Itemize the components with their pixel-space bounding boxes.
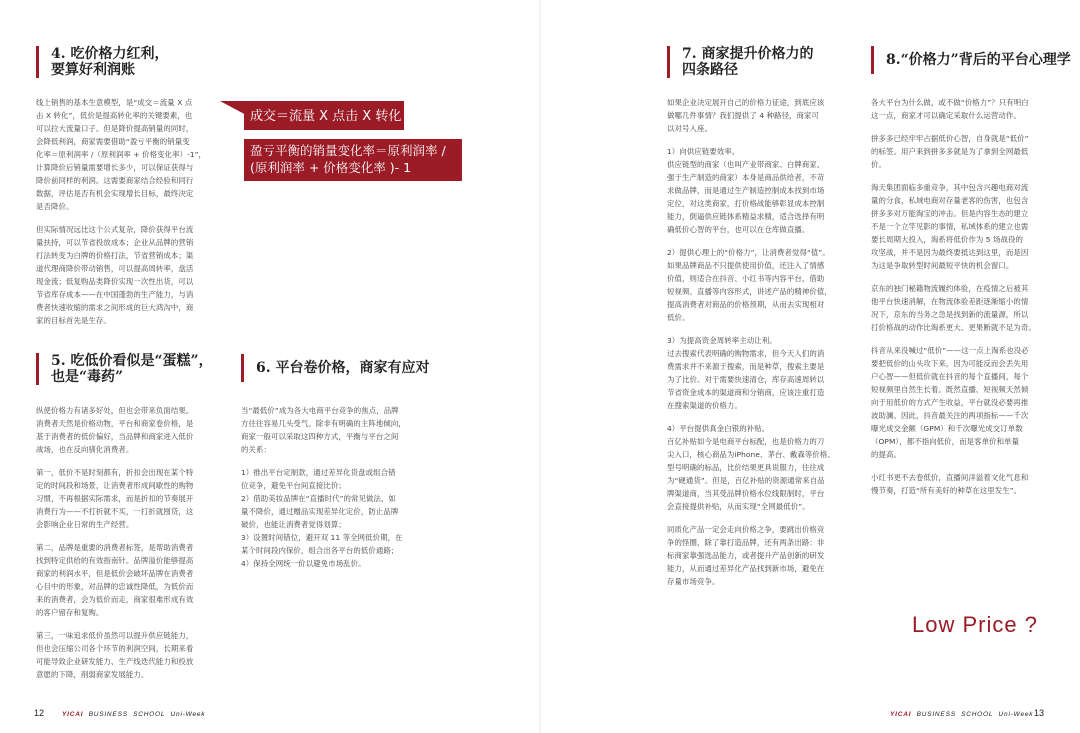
footer-word: YICAI: [62, 711, 84, 718]
footer-word: BUSINESS: [88, 711, 128, 718]
paragraph: 2）提供心理上的“价格力”，让消费者觉得“值”。 如果品牌商品不只提供使用价值，还注入了情感 价值，则适合在抖音、小红书等内容平台，借助 短视频、直播等内容形式，讲述产品的精神价值， 提高消费者对商品的价格预期，从而去实现相对 低价。: [667, 248, 832, 322]
footer-word: Uni-Week: [170, 711, 206, 718]
paragraph: 淘天集团面临多重竞争，其中包含兴趣电商对流 量的分食，私域电商对存量老客的伤害，也包含 拼多多对万能淘宝的冲击。但是内容生态的建立 不是一个立竿见影的事情，私域体系的建立也需 要长周期大投入，淘系将低价作为 5 场战役的 攻坚战，并不是因为最终要抵达到这里，而是因 为这是争取转型时间最短平快的机会窗口。: [871, 183, 1029, 270]
paragraph: 3）为提高资金周转率主动让利。 过去搜索代表明确的购物需求，但今天人们的消 费需求并不来源于搜索，而是种草，搜索主要是 为了比价。对于需要快速清仓，库存高速周转以 节省资金成本的渠道商和分销商，应该注重打造 在搜索渠道的价格力。: [667, 336, 825, 410]
paragraph: 当“最低价”成为各大电商平台竞争的焦点，品牌 方往往容易几头受气。除非有明确的主阵地倾向， 商家一般可以采取这四种方式，平衡与平台之间 的关系：: [241, 406, 406, 454]
footer-word: YICAI: [890, 711, 912, 718]
paragraph: 4）平台提供真金白银的补贴。 百亿补贴如今是电商平台标配，也是价格力的刀 尖入口，核心商品为iPhone、茅台、戴森等价格、 型号明确的标品，比价结果更具说服力，往往成 为“硬通货”。但是，百亿补贴的资源通常来自品 牌渠道商，当其受品牌价格水位线限制时，平台 会直接提供补贴，从而实现“全网最低价”。: [667, 424, 835, 511]
footer-left: [62, 711, 205, 718]
section-6-body: [241, 404, 421, 580]
formula-banner-2-line1: 盈亏平衡的销量变化率＝原利润率 /: [250, 143, 446, 158]
section-4-title-line2: 要算好利润账: [51, 62, 135, 78]
paragraph: 同质化产品一定会走向价格之争，要跳出价格竞 争的怪圈，除了靠打造品牌，还有两条出路：非 标商家靠强选品能力，或者提升产品创新的研发 能力，从而通过差异化产品找到新市场，避免在 存量市场竞争。: [667, 525, 825, 586]
paragraph: 京东的独门秘籍物流履约体验，在疫情之后被其 他平台快速消解，在物流体验差距逐渐缩小的情 况下，京东的当务之急是找到新的流量源，所以 打价格战的动作比淘系更大、更果断就不足为奇。: [871, 284, 1036, 332]
paragraph: 拼多多已经牢牢占据低价心智，自身就是“低价” 的标签。用户来到拼多多就是为了拿到全网最低 价。: [871, 134, 1029, 169]
section-7-title: [667, 46, 814, 78]
paragraph: 1）推出平台定制款，通过差异化货盘或组合错 位竞争，避免平台间直接比价； 2）借助美妆品牌在“直播时代”的常见做法，如 量不降价，通过赠品实现差异化定价，防止品牌 破价，也能让消费者觉得划算； 3）设置时间错位，避开双 11 等全网低价期，在 某个时间段内保价，组合出各平台的低价通路； 4）保持全网统一价以避免市场乱价。: [241, 468, 403, 568]
paragraph: 第三，一味追求低价虽然可以提升供应链能力， 但也会压缩公司各个环节的利润空间，长期来看 可能导致企业研发能力、生产线迭代能力和投放 意愿的下降，削弱商家发展能力。: [36, 631, 194, 679]
section-7-body: [667, 96, 847, 598]
section-6-title: [241, 354, 430, 382]
section-4-body: [36, 96, 216, 337]
section-7-title-line2: 四条路径: [682, 62, 738, 78]
low-price-heading: Low Price ?: [912, 612, 1038, 637]
formula-banner-1: [244, 101, 404, 130]
footer-word: BUSINESS: [916, 711, 956, 718]
footer-word: SCHOOL: [133, 711, 166, 718]
paragraph: 第一，低价不是时刻都有，折扣会出现在某个特 定的时间段和场景，让消费者形成间歇性的购物 习惯，不再根据实际需求，而是折扣的节奏展开 消费行为——不打折就不买，一打折就囤货，这 会影响企业日常的生产经营。: [36, 468, 194, 529]
footer-word: SCHOOL: [961, 711, 994, 718]
paragraph: 各大平台为什么做，或不做“价格力”？只有明白 这一点，商家才可以确定采取什么运营动作。: [871, 98, 1029, 120]
paragraph: 抖音从来没喊过“低价”——这一点上淘系也没必 要把低价的山头攻下来，因为可能反而会丢失用 户心智——但低价就在抖音的每个直播间，每个 短视频里自然生长着。既然直播、短视频天然倾 向于用低价的方式产生收益，平台就没必要再推 波助澜。因此，抖音最关注的两项指标——千次 曝光成交金额（GPM）和千次曝光成交订单数 （OPM），都不指向低价，而是客单价和单量 的提高。: [871, 346, 1029, 459]
section-8-title-line1: 8.“价格力”背后的平台心理学: [886, 52, 1071, 68]
section-6-title-line1: 6. 平台卷价格，商家有应对: [256, 360, 430, 376]
page-number-left: 12: [34, 708, 45, 718]
section-5-title-line2: 也是“毒药”: [51, 369, 124, 385]
section-4-title-line1: 4. 吃价格力红利，: [51, 46, 169, 62]
page-gutter: [539, 0, 541, 733]
section-5-title: [36, 353, 213, 385]
paragraph: 1）向供应链要效率。 供应链型的商家（也叫产业带商家、白牌商家、 强于生产制造的商家）本身是商品供给者，不苛 求做品牌，而是通过生产制造控制成本找到市场 定位，对这类商家，打价格战能够彰显成本控制 能力，倒逼供应链体系精益求精，适合选择有明 确低价心智的平台，也可以在仓库做直播。: [667, 147, 825, 234]
footer-word: Uni-Week: [998, 711, 1034, 718]
formula-banner-1-text: 成交＝流量 X 点击 X 转化: [250, 109, 402, 124]
formula-banner-2: [244, 139, 462, 181]
section-8-title: [871, 46, 1071, 74]
section-5-title-line1: 5. 吃低价看似是“蛋糕”，: [51, 353, 213, 369]
section-8-body: [871, 96, 1051, 507]
section-4-title: [36, 46, 169, 78]
section-7-title-line1: 7. 商家提升价格力的: [682, 46, 814, 62]
paragraph: 纵使价格力有诸多好处，但也会带来负面结果。 消费者天然是价格动物，平台和商家卷价格，是 基于消费者的低价偏好，当品牌和商家进入低价 战场，也在反向驯化消费者。: [36, 406, 194, 454]
paragraph: 小红书更不去卷低价，直播间洋溢着文化气息和 慢节奏，打造“所有美好的种草在这里发生”。: [871, 473, 1029, 495]
page-number-right: 13: [1034, 708, 1045, 718]
paragraph: 如果企业决定展开自己的价格力征途，到底应该 做哪几件事情？我们提供了 4 种路径，商家可 以对号入座。: [667, 98, 825, 133]
paragraph: 线上销售的基本生意模型，是“成交＝流量 X 点 击 X 转化”，低价是提高转化率的关键要素，也 可以拉大流量口子。但是降价提高销量的同时， 会降低利润，商家需要借助“盈亏平衡的销量变 化率＝原利润率 /（原利润率 + 价格变化率）-1”， 计算降价后销量需要增长多少，可以保证获得与 降价前同样的利润。这需要商家结合经验和同行 数据，评估是否有机会实现增长目标，最终决定 是否降价。: [36, 98, 207, 211]
footer-right: [890, 711, 1033, 718]
formula-banner-2-line2: (原利润率 + 价格变化率 )- 1: [250, 160, 412, 175]
paragraph: 第二，品牌是重要的消费者标签，是帮助消费者 找到特定供给的有效指南针。品牌溢价能够提高 商家的利润水平，但是低价会破坏品牌在消费者 心目中的形象，对品牌的忠诚性降低，为低价而 来的消费者，会为低价而走，商家很难形成有效 的客户留存和复购。: [36, 543, 194, 617]
section-5-body: [36, 404, 216, 691]
paragraph: 但实际情况远比这个公式复杂，降价获得平台流 量扶持，可以节省投放成本；企业从品牌的营销 打法转变为白牌的价格打法，节省营销成本；渠 道代理商降价带动销售，可以提高周转率，盘活 现金流；低复购品类降价实现一次性出货，可以 节省库存成本——在中国蓬勃的生产能力，与消 费者快速收缩的需求之间形成的巨大鸿沟中，商 家的目标首先是生存。: [36, 225, 194, 325]
